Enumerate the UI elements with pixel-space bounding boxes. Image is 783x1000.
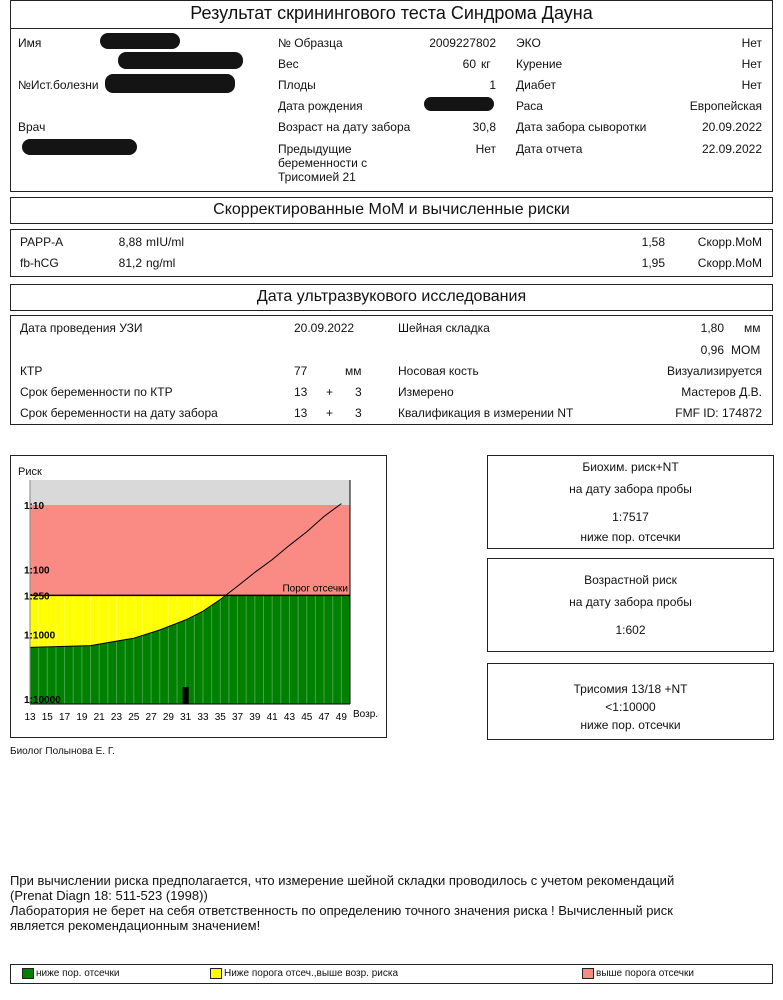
ga-ktr-plus: + (326, 385, 334, 399)
trisomy-note: ниже пор. отсечки (580, 718, 681, 732)
x-tick-label: 17 (59, 712, 71, 723)
name-label: Имя (18, 36, 42, 50)
footer-line-1: При вычислении риска предполагается, что измерение шейной складки проводилось с учетом рекомендаций (10, 873, 675, 888)
patient-marker (183, 687, 189, 704)
chart-ylabel: Риск (18, 466, 42, 478)
nt-unit: мм (744, 321, 761, 335)
measured-label: Измерено (398, 385, 454, 399)
y-tick-label: 1:10 (24, 501, 45, 512)
trisomy-risk-box (487, 663, 774, 740)
biochem-note: ниже пор. отсечки (580, 530, 681, 544)
title-divider (11, 28, 772, 29)
prev-label-1: Предыдущие (278, 142, 352, 156)
x-tick-label: 13 (24, 712, 36, 723)
redacted-doctor (22, 139, 137, 155)
race-label: Раса (516, 99, 543, 113)
redacted-name-2 (118, 52, 243, 69)
y-tick-label: 1:1000 (24, 630, 56, 642)
legend-swatch-green (22, 968, 34, 979)
x-tick-label: 19 (76, 712, 88, 723)
x-tick-label: 25 (128, 712, 140, 723)
x-tick-label: 23 (110, 712, 123, 723)
mom-section-title: Скорректированные МоМ и вычисленные риски (213, 201, 570, 218)
footer-line-2: (Prenat Diagn 18: 511-523 (1998)) (10, 888, 208, 903)
age-risk-box (487, 558, 774, 652)
redacted-history (105, 74, 235, 93)
legend-swatch-red (582, 968, 594, 979)
marker-name: PAPP-A (20, 235, 64, 249)
marker-mom: 1,95 (641, 256, 665, 270)
weight-unit: кг (481, 57, 491, 71)
legend-label: ниже пор. отсечки (36, 968, 120, 979)
region-above-cutoff (30, 505, 350, 595)
x-tick-label: 21 (93, 712, 105, 723)
marker-value: 8,88 (118, 235, 142, 249)
footer-line-4: является рекомендационным значением! (10, 918, 261, 933)
ktr-label: КТР (20, 364, 43, 378)
x-tick-label: 31 (180, 712, 192, 723)
prev-label-2: беременности с (278, 156, 368, 170)
age-label: Возраст на дату забора (278, 120, 411, 134)
x-tick-label: 47 (318, 712, 330, 723)
trisomy-title: Трисомия 13/18 +NT (573, 682, 688, 696)
x-tick-label: 39 (249, 712, 261, 723)
y-tick-label: 1:100 (24, 565, 50, 577)
biologist-signature: Биолог Полынова Е. Г. (10, 746, 115, 757)
qual-value: FMF ID: 174872 (675, 406, 762, 420)
doctor-label: Врач (18, 120, 46, 134)
us-date-value: 20.09.2022 (294, 321, 355, 335)
y-tick-label: 1:10000 (24, 694, 61, 706)
marker-mom-label: Скорр.МоМ (697, 256, 762, 270)
x-tick-label: 43 (283, 712, 296, 723)
us-date-label: Дата проведения УЗИ (20, 321, 143, 335)
weight-label: Вес (278, 57, 299, 71)
nt-value: 1,80 (700, 321, 724, 335)
fetuses-value: 1 (489, 78, 496, 92)
prev-value: Нет (475, 142, 496, 156)
measured-value: Мастеров Д.В. (681, 385, 762, 399)
report-title: Результат скринингового теста Синдрома Дауна (190, 3, 593, 23)
cutoff-label: Порог отсечки (282, 583, 348, 595)
marker-mom: 1,58 (641, 235, 665, 249)
marker-mom-label: Скорр.МоМ (697, 235, 762, 249)
weight-value: 60 (462, 57, 476, 71)
ktr-unit: мм (345, 364, 362, 378)
diabetes-label: Диабет (516, 78, 557, 92)
nasal-label: Носовая кость (398, 364, 479, 378)
diabetes-value: Нет (741, 78, 762, 92)
risk-chart (14, 478, 384, 728)
age-risk-title-1: Возрастной риск (584, 573, 677, 587)
dob-label: Дата рождения (278, 99, 363, 113)
legend-label: выше порога отсечки (596, 968, 694, 979)
nt-mom-value: 0,96 (700, 343, 724, 357)
x-tick-label: 33 (197, 712, 209, 723)
nt-label: Шейная складка (398, 321, 490, 335)
x-axis-label: Возр. (353, 709, 379, 720)
redacted-name (100, 33, 180, 49)
age-risk-value: 1:602 (615, 623, 646, 637)
history-label: №Ист.болезни (18, 78, 99, 92)
biochem-risk-value: 1:7517 (612, 510, 649, 524)
ga-draw-label: Срок беременности на дату забора (20, 406, 218, 420)
race-value: Европейская (689, 99, 762, 113)
ga-draw-plus: + (326, 406, 334, 420)
legend-label: Ниже порога отсеч.,выше возр. риска (224, 968, 399, 979)
nt-mom-unit: МОМ (731, 343, 761, 357)
qual-label: Квалификация в измерении NT (398, 406, 574, 420)
report-date-label: Дата отчета (516, 142, 583, 156)
patient-box (10, 0, 773, 192)
nasal-value: Визуализируется (666, 364, 762, 378)
biochem-title-1: Биохим. риск+NT (582, 460, 679, 474)
marker-value: 81,2 (118, 256, 142, 270)
biochem-title-2: на дату забора пробы (569, 482, 692, 496)
sample-label: № Образца (278, 36, 343, 50)
x-tick-label: 45 (301, 712, 313, 723)
us-section-title: Дата ультразвукового исследования (256, 288, 527, 305)
ga-ktr-days: 3 (355, 385, 362, 399)
x-tick-label: 49 (335, 712, 347, 723)
legend-swatch-yellow (210, 968, 222, 979)
x-tick-label: 35 (214, 712, 226, 723)
report-date-value: 22.09.2022 (701, 142, 762, 156)
ga-draw-days: 3 (355, 406, 362, 420)
serum-date-value: 20.09.2022 (701, 120, 762, 134)
serum-date-label: Дата забора сыворотки (516, 120, 647, 134)
x-tick-label: 27 (145, 712, 157, 723)
ga-draw-weeks: 13 (294, 406, 308, 420)
marker-unit: mIU/ml (146, 235, 184, 249)
x-tick-label: 41 (266, 712, 278, 723)
eko-value: Нет (741, 36, 762, 50)
biochem-risk-box (487, 455, 774, 549)
y-tick-label: 1:250 (24, 591, 50, 603)
trisomy-value: <1:10000 (605, 700, 656, 714)
us-title-box (10, 284, 773, 311)
eko-label: ЭКО (516, 36, 541, 50)
age-value: 30,8 (472, 120, 496, 134)
redacted-dob (424, 97, 494, 111)
ktr-value: 77 (294, 364, 308, 378)
x-tick-label: 37 (232, 712, 244, 723)
sample-value: 2009227802 (429, 36, 496, 50)
ga-ktr-weeks: 13 (294, 385, 308, 399)
smoking-label: Курение (516, 57, 563, 71)
prev-label-3: Трисомией 21 (278, 170, 356, 184)
marker-name: fb-hCG (20, 256, 59, 270)
smoking-value: Нет (741, 57, 762, 71)
ga-ktr-label: Срок беременности по КТР (20, 385, 173, 399)
marker-unit: ng/ml (146, 256, 176, 270)
x-tick-label: 29 (162, 712, 174, 723)
footer-line-3: Лаборатория не берет на себя ответственность по определению точного значения риска ! Вычисленный риск (10, 903, 673, 918)
x-tick-label: 15 (41, 712, 53, 723)
fetuses-label: Плоды (278, 78, 316, 92)
chart-top-strip (30, 480, 350, 505)
mom-title-box (10, 197, 773, 224)
age-risk-title-2: на дату забора пробы (569, 595, 692, 609)
